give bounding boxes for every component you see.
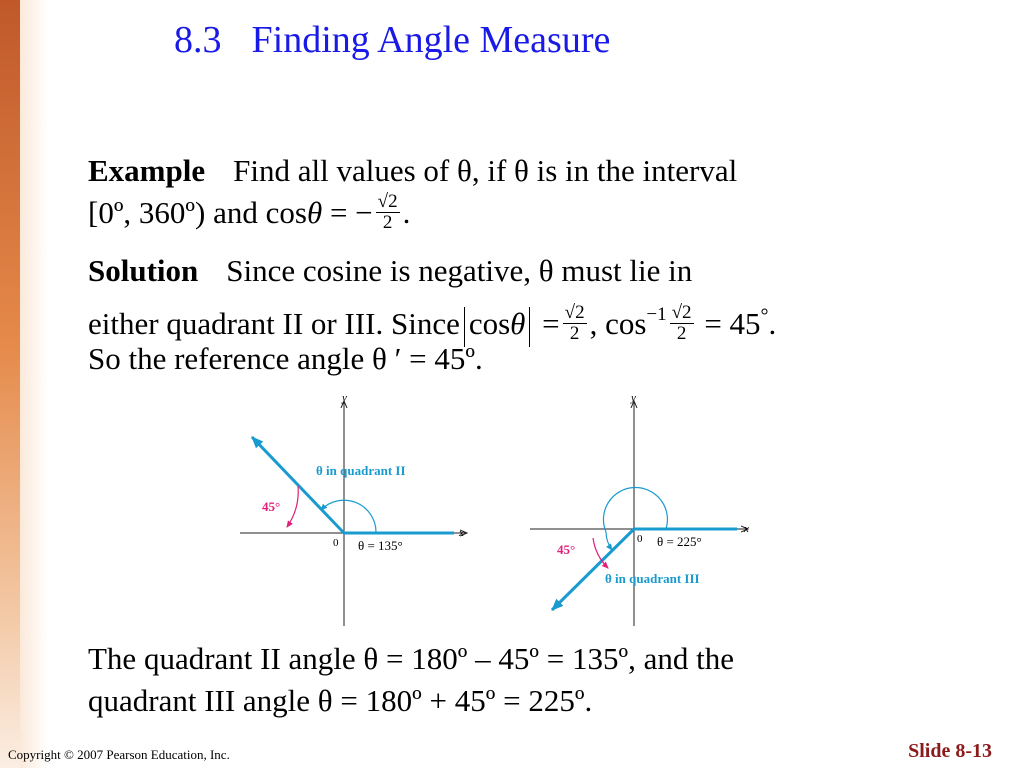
equals-minus: = − — [329, 195, 373, 230]
theta-symbol: θ — [306, 195, 323, 230]
fraction-root2-over-2-c — [670, 303, 694, 344]
quadrant-label: θ in quadrant III — [605, 571, 700, 586]
solution-text-2: either quadrant II or III. Since — [88, 306, 460, 341]
x-axis-label: x — [459, 527, 464, 539]
degree-symbol: ° — [760, 305, 769, 327]
quadrant-label: θ in quadrant II — [316, 463, 406, 478]
y-axis-label: y — [631, 392, 636, 404]
fraction-root2-over-2-b — [563, 303, 587, 344]
section-number: 8.3 — [174, 19, 222, 61]
conclusion-line-1 — [88, 638, 734, 680]
fraction-numerator: √2 — [377, 191, 398, 213]
figure-quadrant-2 — [240, 390, 480, 630]
result-45: = 45 — [704, 306, 761, 341]
inverse-exponent: −1 — [646, 304, 667, 325]
solution-line-3 — [88, 338, 483, 380]
example-text-1: Find all values of θ, if θ is in the interval — [233, 153, 738, 188]
fraction-root2-over-2 — [376, 192, 400, 233]
fraction-denominator: 2 — [676, 323, 687, 345]
reference-angle-arc — [287, 486, 298, 527]
example-line-2 — [88, 192, 410, 236]
origin-label: 0 — [333, 537, 339, 549]
theta-arc-tail — [606, 532, 612, 550]
conclusion-line-2 — [88, 680, 592, 722]
abs-bar-right — [529, 307, 530, 347]
slide-title — [174, 18, 610, 62]
cos-word: cos — [265, 195, 307, 230]
slide-number: Slide 8-13 — [908, 740, 992, 762]
ref-angle-label: 45° — [262, 499, 281, 514]
solution-line-1 — [88, 250, 692, 292]
origin-label: 0 — [637, 533, 643, 545]
abs-equals: = — [542, 306, 560, 341]
title-text: Finding Angle Measure — [251, 19, 611, 61]
ref-angle-label: 45° — [557, 542, 576, 557]
x-axis-label: x — [744, 523, 749, 535]
fraction-numerator: √2 — [671, 302, 692, 324]
period-b: . — [768, 306, 777, 341]
solution-text-1: Since cosine is negative, θ must lie in — [226, 253, 693, 288]
y-axis-label: y — [342, 392, 347, 404]
example-label: Example — [88, 153, 206, 188]
theta-arc — [603, 487, 667, 532]
abs-cos-word: cos — [468, 306, 511, 341]
abs-theta: θ — [510, 306, 526, 341]
solution-label: Solution — [88, 253, 199, 288]
conclusion-text-1: The quadrant II angle θ = 180º – 45º = 135º, and the — [88, 641, 734, 676]
theta-value-label: θ = 135° — [358, 538, 403, 553]
copyright-notice: Copyright © 2007 Pearson Education, Inc. — [8, 747, 230, 762]
period: . — [402, 195, 411, 230]
fraction-numerator: √2 — [564, 302, 585, 324]
side-accent-bar — [0, 0, 20, 768]
conclusion-text-2: quadrant III angle θ = 180º + 45º = 225º. — [88, 683, 593, 718]
example-line-1 — [88, 150, 737, 192]
solution-text-3: So the reference angle θ ′ = 45º. — [88, 341, 483, 376]
terminal-ray-135 — [252, 437, 344, 533]
fraction-denominator: 2 — [569, 323, 580, 345]
figure-quadrant-3 — [525, 390, 765, 630]
comma-cos: , cos — [589, 306, 647, 341]
side-accent-fade — [20, 0, 48, 768]
example-text-2: [0º, 360º) and — [88, 195, 258, 230]
theta-value-label: θ = 225° — [657, 534, 702, 549]
fraction-denominator: 2 — [382, 212, 393, 234]
